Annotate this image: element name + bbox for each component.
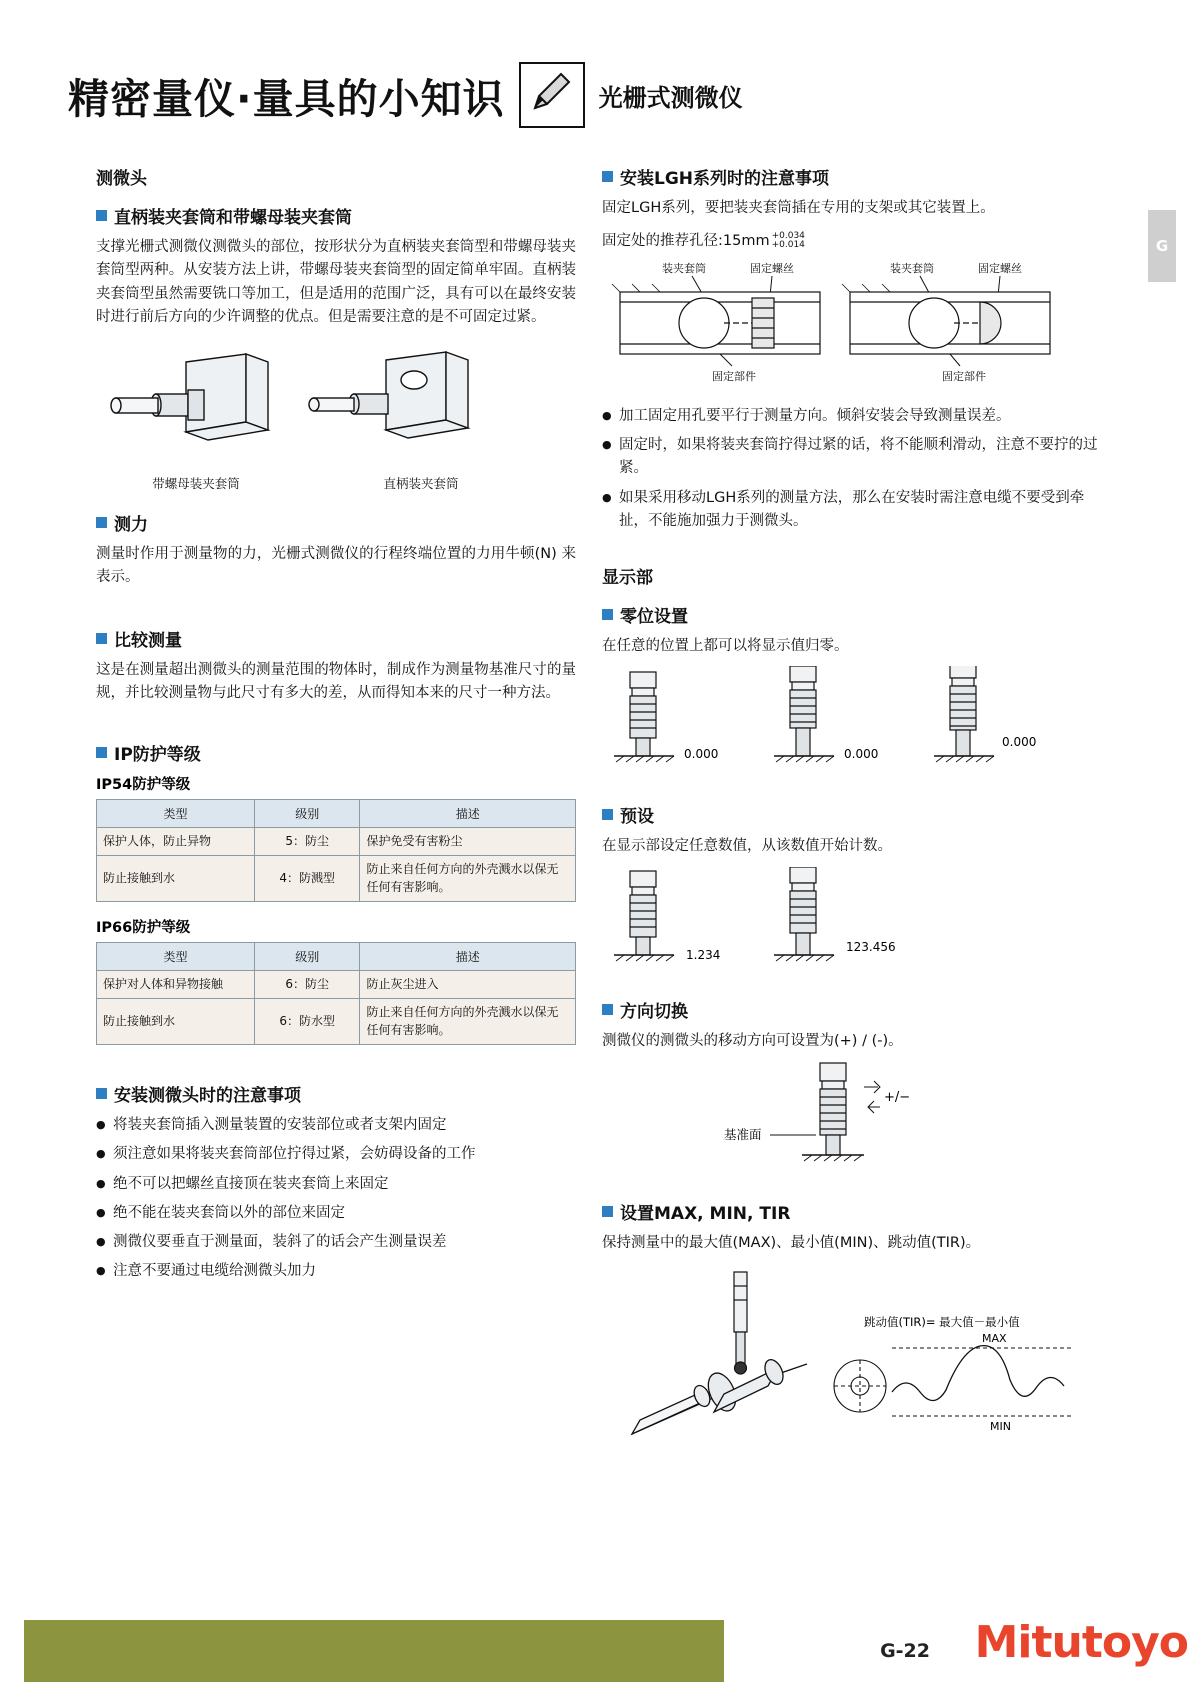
heading-comparative-measurement bbox=[96, 626, 576, 651]
table-ip66 bbox=[96, 942, 576, 1045]
cell-level: 6：防水型 bbox=[255, 999, 360, 1045]
heading-text: IP防护等级 bbox=[114, 744, 201, 765]
left-section-label: 测微头 bbox=[96, 169, 147, 189]
figure-caption-left: 带螺母装夹套筒 bbox=[152, 475, 240, 491]
cell-level: 6：防尘 bbox=[255, 971, 360, 999]
cell-level: 4：防溅型 bbox=[255, 856, 360, 902]
heading-text: 零位设置 bbox=[620, 606, 688, 627]
right-section-label: 显示部 bbox=[602, 567, 653, 588]
heading-text: 比较测量 bbox=[114, 630, 182, 651]
figure-caption-right: 直柄装夹套筒 bbox=[383, 475, 459, 491]
page-sheet bbox=[24, 14, 1188, 1682]
pencil-icon bbox=[519, 62, 585, 128]
col-level: 级别 bbox=[255, 943, 360, 971]
col-description: 描述 bbox=[360, 943, 576, 971]
right-column bbox=[602, 164, 1102, 1472]
fig-label: 固定部件 bbox=[712, 369, 756, 383]
fig-label: 装夹套筒 bbox=[662, 261, 706, 275]
cell-description: 防止灰尘进入 bbox=[360, 971, 576, 999]
tolerance-lower: +0.014 bbox=[771, 240, 805, 251]
heading-text: 设置MAX, MIN, TIR bbox=[620, 1204, 791, 1225]
left-column bbox=[96, 164, 576, 1289]
figure-preset bbox=[602, 867, 1102, 979]
list-item: ● 将装夹套筒插入测量装置的安装部位或者支架内固定 bbox=[96, 1114, 576, 1137]
paragraph-preset: 在显示部设定任意数值，从该数值开始计数。 bbox=[602, 838, 892, 855]
cell-type: 保护人体，防止异物 bbox=[97, 827, 255, 855]
page-title: 精密量仪·量具的小知识 bbox=[68, 74, 505, 123]
cell-description: 防止来自任何方向的外壳溅水以保无任何有害影响。 bbox=[360, 999, 576, 1045]
page-subtitle: 光栅式测微仪 bbox=[598, 83, 743, 112]
max-label: MAX bbox=[982, 1331, 1007, 1345]
figure-clamp-sleeves bbox=[96, 344, 576, 492]
preset-value-1: 1.234 bbox=[686, 947, 721, 962]
figure-zero-setting bbox=[602, 666, 1102, 784]
tolerance-upper: +0.034 bbox=[771, 231, 805, 242]
hole-diameter-text: 固定处的推荐孔径:15mm bbox=[602, 233, 770, 250]
heading-ip-rating bbox=[96, 740, 576, 765]
cell-type: 防止接触到水 bbox=[97, 999, 255, 1045]
cell-description: 防止来自任何方向的外壳溅水以保无任何有害影响。 bbox=[360, 856, 576, 902]
base-plane-label: 基准面 bbox=[724, 1127, 762, 1143]
col-type: 类型 bbox=[97, 799, 255, 827]
heading-text: 预设 bbox=[620, 807, 654, 828]
fig-label: 装夹套筒 bbox=[890, 261, 934, 275]
list-install-notes bbox=[96, 1114, 576, 1283]
table-row bbox=[97, 971, 576, 999]
table-row bbox=[97, 827, 576, 855]
heading-measuring-force bbox=[96, 510, 576, 535]
figure-direction-switch bbox=[602, 1061, 1102, 1181]
cell-type: 保护对人体和异物接触 bbox=[97, 971, 255, 999]
fig-label: 固定螺丝 bbox=[750, 261, 794, 275]
page-header bbox=[68, 56, 1128, 134]
figure-max-min-tir bbox=[602, 1264, 1102, 1454]
list-lgh-notes bbox=[602, 405, 1102, 533]
paragraph-zero-setting: 在任意的位置上都可以将显示值归零。 bbox=[602, 637, 849, 654]
col-level: 级别 bbox=[255, 799, 360, 827]
table-title-ip54: IP54防护等级 bbox=[96, 776, 191, 793]
heading-lgh-notes bbox=[602, 164, 1102, 189]
paragraph-clamp-sleeve: 支撑光栅式测微仪测微头的部位，按形状分为直柄装夹套筒型和带螺母装夹套筒型两种。从安装方法上讲，带螺母装夹套筒型的固定简单牢固。直柄装夹套筒型虽然需要铣口等加工，但是适用的范围广泛，具有可以在最终安装时进行前后方向的少许调整的优点。但是需要注意的是不可固定过紧。 bbox=[96, 239, 576, 326]
heading-text: 测力 bbox=[114, 514, 148, 535]
heading-text: 安装LGH系列时的注意事项 bbox=[620, 169, 830, 189]
brand-logo-text: Mitutoyo bbox=[974, 1617, 1188, 1668]
zero-value-1: 0.000 bbox=[684, 747, 719, 762]
paragraph-direction-switch: 测微仪的测微头的移动方向可设置为(+) / (-)。 bbox=[602, 1032, 903, 1049]
table-row bbox=[97, 999, 576, 1045]
section-tab: G bbox=[1148, 210, 1176, 282]
list-item: ● 固定时，如果将装夹套筒拧得过紧的话，将不能顺利滑动，注意不要拧的过紧。 bbox=[602, 434, 1102, 480]
list-item: ● 绝不可以把螺丝直接顶在装夹套筒上来固定 bbox=[96, 1173, 576, 1196]
heading-text: 安装测微头时的注意事项 bbox=[114, 1086, 301, 1107]
list-item: ● 测微仪要垂直于测量面，装斜了的话会产生测量误差 bbox=[96, 1231, 576, 1254]
heading-install-notes bbox=[96, 1081, 576, 1106]
preset-value-2: 123.456 bbox=[846, 939, 896, 954]
zero-value-2: 0.000 bbox=[844, 747, 879, 762]
table-title-ip66: IP66防护等级 bbox=[96, 920, 191, 937]
paragraph-measuring-force: 测量时作用于测量物的力，光栅式测微仪的行程终端位置的力用牛顿(N) 来表示。 bbox=[96, 545, 576, 586]
col-type: 类型 bbox=[97, 943, 255, 971]
figure-lgh-mounting bbox=[602, 262, 1102, 387]
heading-zero-setting bbox=[602, 602, 1102, 627]
tolerance-block bbox=[772, 232, 805, 251]
heading-max-min-tir bbox=[602, 1199, 1102, 1224]
sign-label: +/− bbox=[884, 1090, 911, 1106]
heading-direction-switch bbox=[602, 997, 1102, 1022]
footer-band bbox=[24, 1620, 724, 1682]
fig-label: 固定螺丝 bbox=[978, 261, 1022, 275]
cell-type: 防止接触到水 bbox=[97, 856, 255, 902]
cell-description: 保护免受有害粉尘 bbox=[360, 827, 576, 855]
table-header-row bbox=[97, 943, 576, 971]
col-description: 描述 bbox=[360, 799, 576, 827]
table-ip54 bbox=[96, 799, 576, 902]
heading-preset bbox=[602, 802, 1102, 827]
table-header-row bbox=[97, 799, 576, 827]
paragraph-lgh: 固定LGH系列，要把装夹套筒插在专用的支架或其它装置上。 bbox=[602, 200, 995, 216]
tir-formula: 跳动值(TIR)= 最大值－最小值 bbox=[864, 1314, 1020, 1329]
cell-level: 5：防尘 bbox=[255, 827, 360, 855]
heading-clamp-sleeve bbox=[96, 203, 576, 228]
page-footer bbox=[24, 1612, 1200, 1682]
list-item: ● 如果采用移动LGH系列的测量方法，那么在安装时需注意电缆不要受到牵扯，不能施加强力于测微头。 bbox=[602, 487, 1102, 533]
paragraph-comparative-measurement: 这是在测量超出测微头的测量范围的物体时，制成作为测量物基准尺寸的量规，并比较测量物与此尺寸有多大的差，从而得知本来的尺寸一种方法。 bbox=[96, 661, 576, 702]
table-row bbox=[97, 856, 576, 902]
list-item: ● 绝不能在装夹套筒以外的部位来固定 bbox=[96, 1202, 576, 1225]
brand-logo bbox=[975, 1617, 1188, 1668]
paragraph-max-min-tir: 保持测量中的最大值(MAX)、最小值(MIN)、跳动值(TIR)。 bbox=[602, 1235, 981, 1252]
list-item: ● 须注意如果将装夹套筒部位拧得过紧，会妨碍设备的工作 bbox=[96, 1143, 576, 1166]
list-item: ● 注意不要通过电缆给测微头加力 bbox=[96, 1260, 576, 1283]
page-number: G-22 bbox=[880, 1640, 930, 1662]
list-item: ● 加工固定用孔要平行于测量方向。倾斜安装会导致测量误差。 bbox=[602, 405, 1102, 428]
min-label: MIN bbox=[990, 1419, 1011, 1433]
heading-text: 方向切换 bbox=[620, 1001, 688, 1022]
zero-value-3: 0.000 bbox=[1002, 735, 1037, 750]
fig-label: 固定部件 bbox=[942, 369, 986, 383]
heading-text: 直柄装夹套筒和带螺母装夹套筒 bbox=[114, 208, 352, 228]
